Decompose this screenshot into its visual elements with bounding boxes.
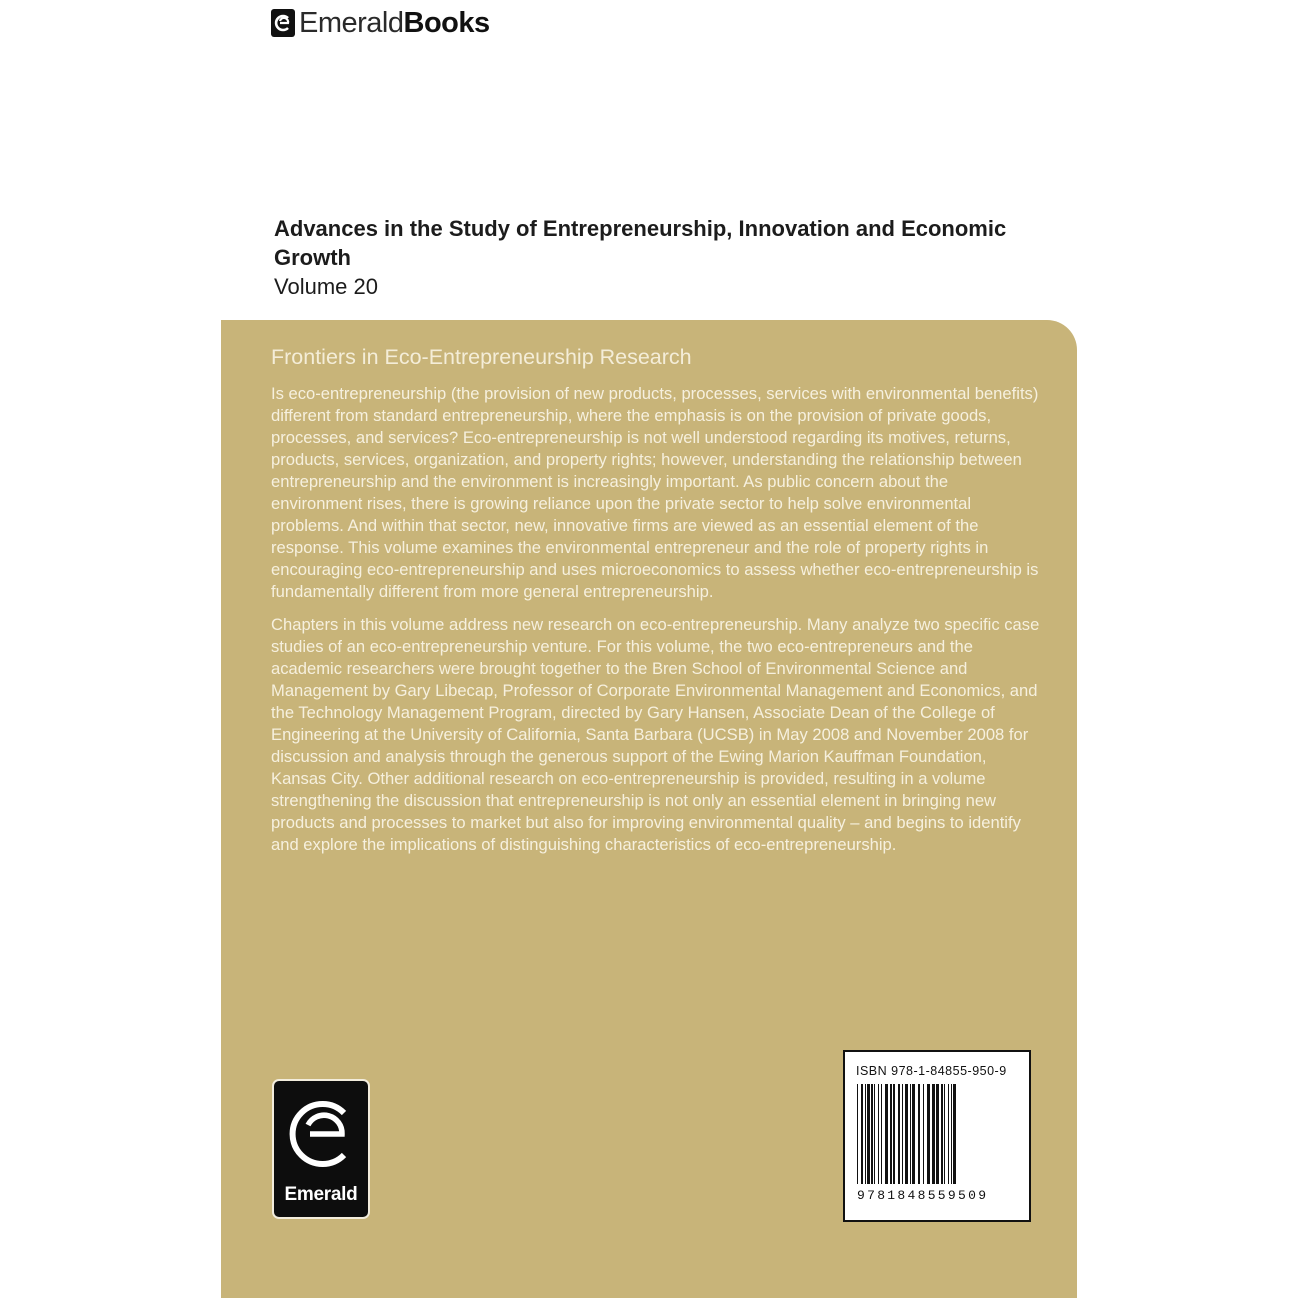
barcode-bar — [923, 1084, 924, 1184]
barcode-bar — [878, 1084, 879, 1184]
isbn-label: ISBN 978-1-84855-950-9 — [856, 1064, 1007, 1078]
barcode-bar — [918, 1084, 920, 1184]
series-title: Advances in the Study of Entrepreneurship, Innovation and Economic Growth — [274, 216, 1007, 270]
barcode-bar — [944, 1084, 945, 1184]
book-blurb — [271, 383, 1041, 867]
barcode-bar — [881, 1084, 882, 1184]
barcode-bar — [932, 1084, 935, 1184]
barcode-digits: 9781848559509 — [857, 1188, 989, 1203]
back-cover-panel — [221, 320, 1077, 1298]
brand-name-bold: Books — [403, 6, 490, 39]
emerald-e-icon — [271, 9, 295, 37]
barcode-bar — [936, 1084, 939, 1184]
barcode-bar — [927, 1084, 930, 1184]
barcode-bar — [865, 1084, 866, 1184]
barcode-bar — [912, 1084, 915, 1184]
barcode-bar — [874, 1084, 875, 1184]
emerald-books-brand — [271, 6, 490, 40]
blurb-paragraph: Is eco-entrepreneurship (the provision of new products, processes, services with environmental benefits) different from standard entrepreneurship, where the emphasis is on the provision of private goods, processes, and services? Eco-entrepreneurship is not well understood regarding its motives, returns, products, services, organization, and property rights; however, understanding the relationship between entrepreneurship and the environment is increasingly important. As public concern about the environment rises, there is growing reliance upon the private sector to help solve environmental problems. And within that sector, new, innovative firms are viewed as an essential element of the response. This volume examines the environmental entrepreneur and the role of property rights in encouraging eco-entrepreneurship and uses microeconomics to assess whether eco-entrepreneurship is fundamentally different from more general entrepreneurship. — [271, 384, 1039, 601]
barcode-bar — [885, 1084, 888, 1184]
barcode-bar — [905, 1084, 908, 1184]
isbn-barcode — [843, 1050, 1031, 1222]
series-volume: Volume 20 — [274, 274, 378, 299]
barcode-bar — [871, 1084, 873, 1184]
barcode-bar — [951, 1084, 952, 1184]
barcode-bar — [890, 1084, 892, 1184]
barcode-bar — [953, 1084, 956, 1184]
barcode-bar — [861, 1084, 863, 1184]
barcode-bar — [898, 1084, 900, 1184]
barcode-bar — [948, 1084, 949, 1184]
publisher-logo — [272, 1079, 370, 1219]
barcode-bar — [910, 1084, 911, 1184]
barcode-bar — [867, 1084, 870, 1184]
brand-name-light: Emerald — [299, 6, 404, 39]
emerald-logo-icon — [282, 1091, 360, 1181]
barcode-bar — [857, 1084, 858, 1184]
barcode-bars — [855, 1084, 1019, 1188]
barcode-bar — [893, 1084, 895, 1184]
book-title: Frontiers in Eco-Entrepreneurship Research — [271, 345, 692, 369]
blurb-paragraph: Chapters in this volume address new research on eco-entrepreneurship. Many analyze two specific case studies of an eco-entrepreneurship venture. For this volume, the two eco-entrepreneurs and the academic researchers were brought together to the Bren School of Environmental Science and Management by Gary Libecap, Professor of Corporate Environmental Management and Economics, and the Technology Management Program, directed by Gary Hansen, Associate Dean of the College of Engineering at the University of California, Santa Barbara (UCSB) in May 2008 and November 2008 for discussion and analysis through the generous support of the Ewing Marion Kauffman Foundation, Kansas City. Other additional research on eco-entrepreneurship is provided, resulting in a volume strengthening the discussion that entrepreneurship is not only an essential element in bringing new products and processes to market but also for improving environmental quality – and begins to identify and explore the implications of distinguishing characteristics of eco-entrepreneurship. — [271, 615, 1040, 854]
barcode-bar — [941, 1084, 943, 1184]
barcode-bar — [902, 1084, 903, 1184]
publisher-logo-word: Emerald — [284, 1184, 358, 1205]
